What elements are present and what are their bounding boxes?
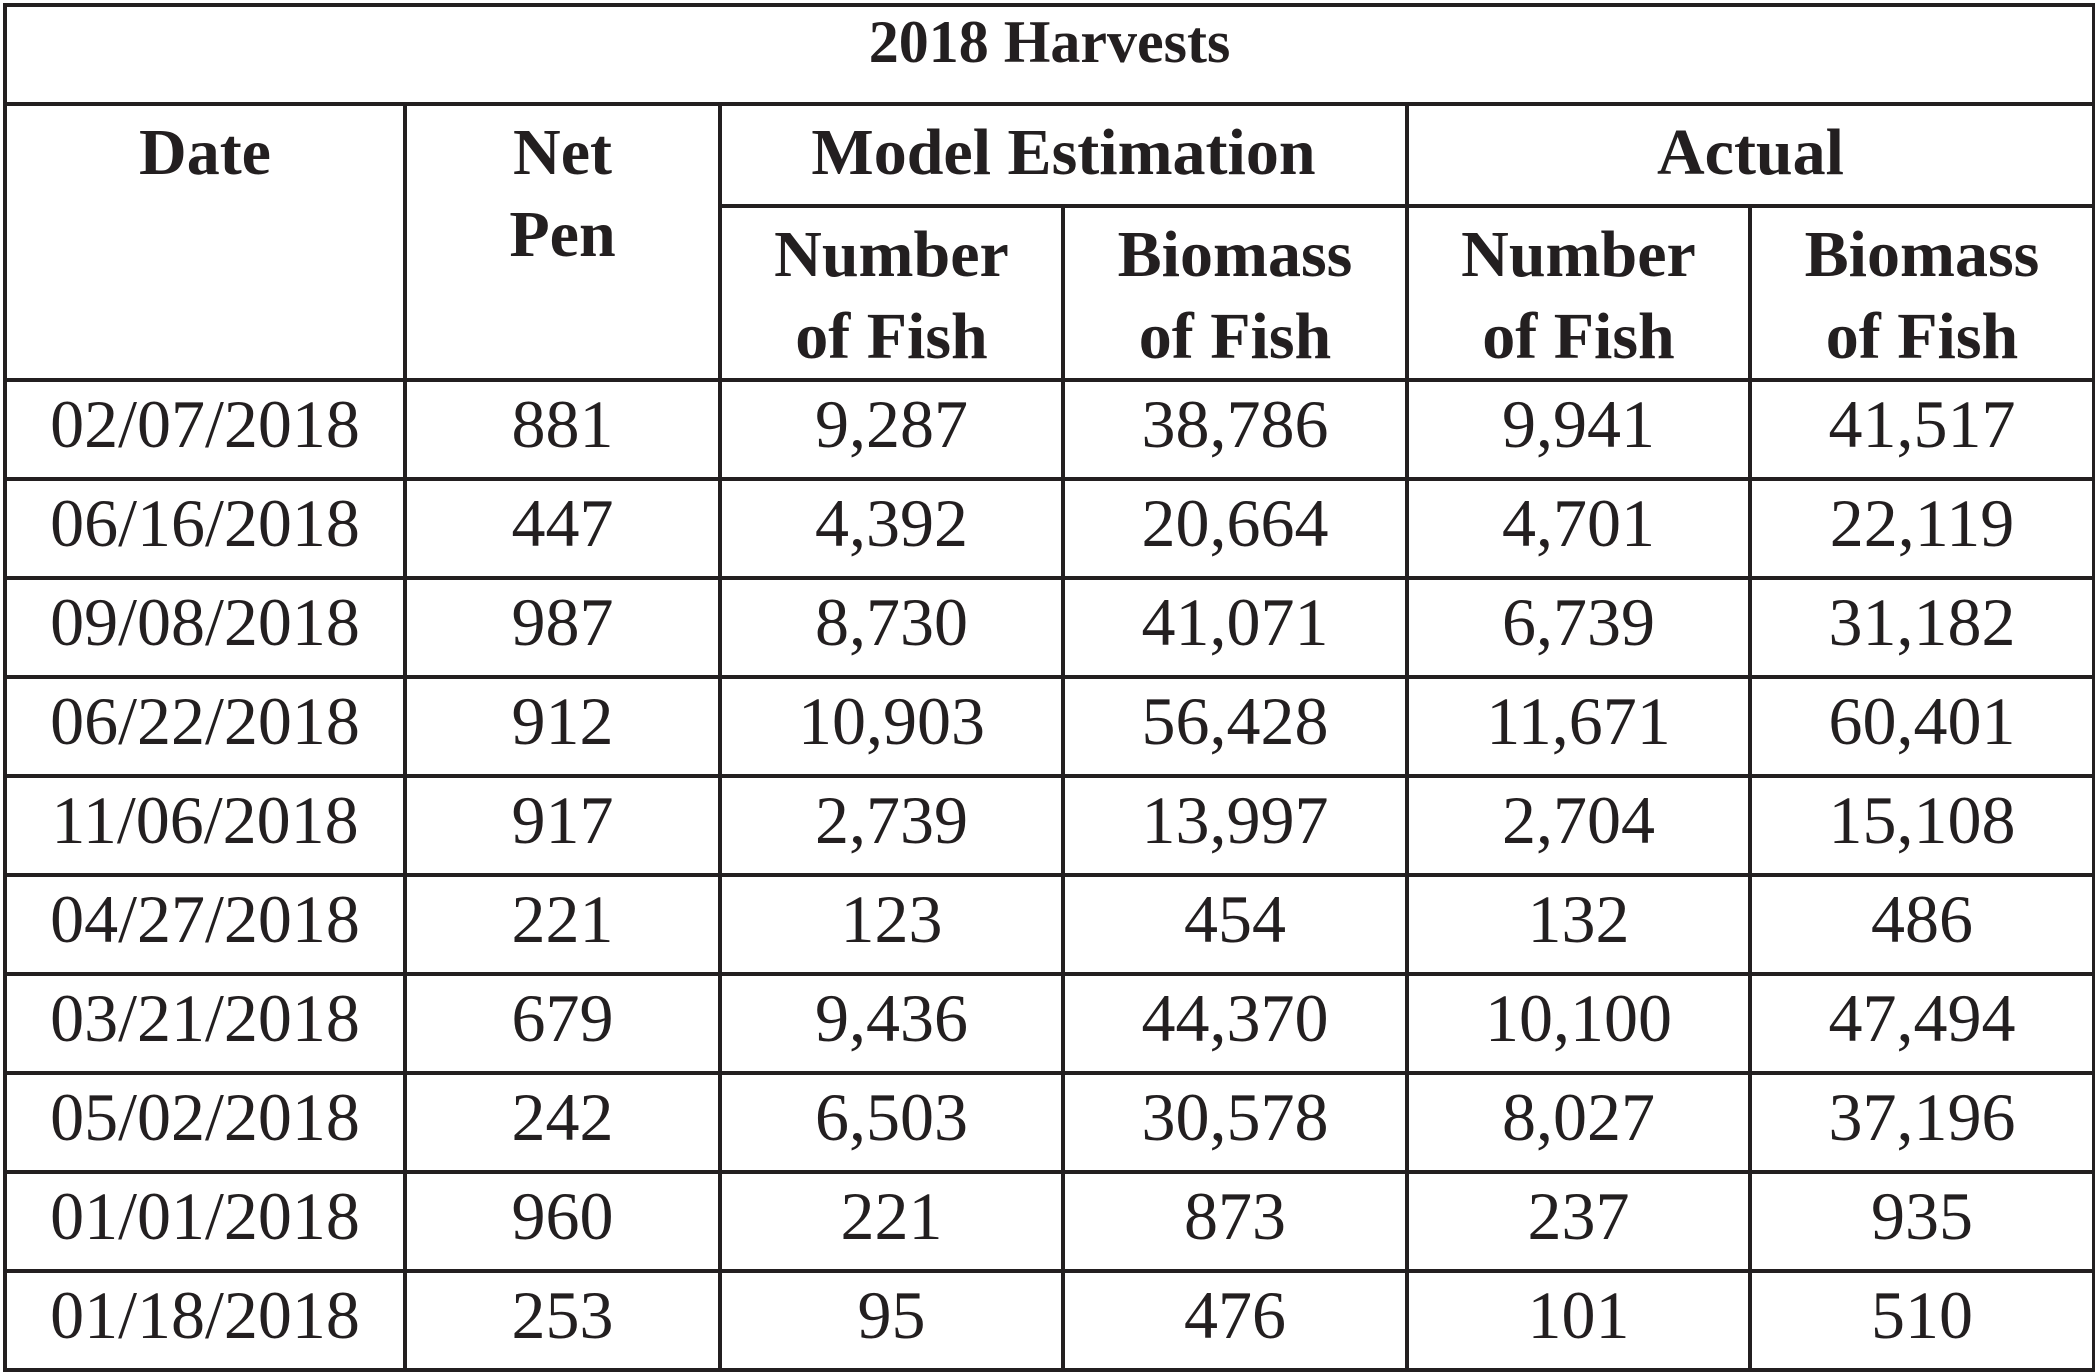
header-actual-number-line1: Number (1461, 218, 1696, 291)
cell-date: 09/08/2018 (5, 578, 405, 677)
cell-actual-number: 6,739 (1407, 578, 1750, 677)
cell-actual-number: 237 (1407, 1172, 1750, 1271)
cell-model-number: 6,503 (720, 1073, 1063, 1172)
cell-date: 02/07/2018 (5, 380, 405, 479)
cell-actual-number: 4,701 (1407, 479, 1750, 578)
cell-model-biomass: 13,997 (1063, 776, 1407, 875)
header-actual-number (1407, 206, 1750, 380)
cell-model-number: 8,730 (720, 578, 1063, 677)
cell-net-pen: 221 (405, 875, 720, 974)
cell-actual-number: 8,027 (1407, 1073, 1750, 1172)
cell-net-pen: 917 (405, 776, 720, 875)
cell-net-pen: 960 (405, 1172, 720, 1271)
header-model-number (720, 206, 1063, 380)
header-model-biomass-line2: of Fish (1138, 300, 1332, 373)
cell-date: 11/06/2018 (5, 776, 405, 875)
table-row (5, 578, 2094, 677)
table-row (5, 1271, 2094, 1370)
cell-net-pen: 912 (405, 677, 720, 776)
cell-model-number: 221 (720, 1172, 1063, 1271)
cell-model-number: 4,392 (720, 479, 1063, 578)
cell-model-biomass: 30,578 (1063, 1073, 1407, 1172)
header-model-number-line2: of Fish (795, 300, 988, 373)
header-actual-biomass (1750, 206, 2094, 380)
cell-actual-biomass: 15,108 (1750, 776, 2094, 875)
cell-model-number: 123 (720, 875, 1063, 974)
cell-date: 01/18/2018 (5, 1271, 405, 1370)
cell-model-number: 9,287 (720, 380, 1063, 479)
cell-actual-biomass: 510 (1750, 1271, 2094, 1370)
table-row (5, 479, 2094, 578)
header-model-number-line1: Number (774, 218, 1009, 291)
cell-net-pen: 242 (405, 1073, 720, 1172)
cell-actual-biomass: 486 (1750, 875, 2094, 974)
header-net-pen-line2: Pen (509, 198, 616, 271)
cell-model-biomass: 56,428 (1063, 677, 1407, 776)
header-actual-number-line2: of Fish (1482, 300, 1675, 373)
cell-model-biomass: 41,071 (1063, 578, 1407, 677)
table-row (5, 776, 2094, 875)
cell-net-pen: 447 (405, 479, 720, 578)
cell-actual-number: 101 (1407, 1271, 1750, 1370)
cell-date: 06/22/2018 (5, 677, 405, 776)
cell-actual-number: 132 (1407, 875, 1750, 974)
cell-model-biomass: 476 (1063, 1271, 1407, 1370)
cell-model-number: 10,903 (720, 677, 1063, 776)
cell-actual-biomass: 31,182 (1750, 578, 2094, 677)
cell-actual-biomass: 47,494 (1750, 974, 2094, 1073)
table-row (5, 974, 2094, 1073)
cell-date: 01/01/2018 (5, 1172, 405, 1271)
cell-actual-number: 9,941 (1407, 380, 1750, 479)
table-row (5, 1172, 2094, 1271)
header-date-label: Date (139, 116, 271, 189)
header-net-pen (405, 104, 720, 380)
header-model-biomass-line1: Biomass (1117, 218, 1353, 291)
header-model-estimation: Model Estimation (720, 104, 1407, 206)
harvest-table (3, 3, 2095, 1372)
cell-model-number: 9,436 (720, 974, 1063, 1073)
table-row (5, 1073, 2094, 1172)
table-row (5, 875, 2094, 974)
cell-model-biomass: 38,786 (1063, 380, 1407, 479)
cell-actual-number: 10,100 (1407, 974, 1750, 1073)
cell-date: 03/21/2018 (5, 974, 405, 1073)
cell-net-pen: 253 (405, 1271, 720, 1370)
cell-net-pen: 679 (405, 974, 720, 1073)
cell-date: 05/02/2018 (5, 1073, 405, 1172)
cell-actual-biomass: 22,119 (1750, 479, 2094, 578)
header-net-pen-line1: Net (513, 116, 612, 189)
header-actual: Actual (1407, 104, 2094, 206)
cell-model-number: 2,739 (720, 776, 1063, 875)
header-model-biomass (1063, 206, 1407, 380)
cell-model-biomass: 20,664 (1063, 479, 1407, 578)
cell-actual-biomass: 60,401 (1750, 677, 2094, 776)
header-date (5, 104, 405, 380)
cell-net-pen: 987 (405, 578, 720, 677)
cell-date: 06/16/2018 (5, 479, 405, 578)
header-actual-biomass-line2: of Fish (1825, 300, 2019, 373)
cell-model-biomass: 873 (1063, 1172, 1407, 1271)
table-row (5, 380, 2094, 479)
cell-actual-number: 11,671 (1407, 677, 1750, 776)
cell-model-biomass: 44,370 (1063, 974, 1407, 1073)
header-actual-biomass-line1: Biomass (1804, 218, 2040, 291)
cell-model-number: 95 (720, 1271, 1063, 1370)
cell-net-pen: 881 (405, 380, 720, 479)
cell-model-biomass: 454 (1063, 875, 1407, 974)
cell-date: 04/27/2018 (5, 875, 405, 974)
cell-actual-number: 2,704 (1407, 776, 1750, 875)
cell-actual-biomass: 41,517 (1750, 380, 2094, 479)
table-title: 2018 Harvests (5, 5, 2094, 104)
cell-actual-biomass: 935 (1750, 1172, 2094, 1271)
table-row (5, 677, 2094, 776)
cell-actual-biomass: 37,196 (1750, 1073, 2094, 1172)
